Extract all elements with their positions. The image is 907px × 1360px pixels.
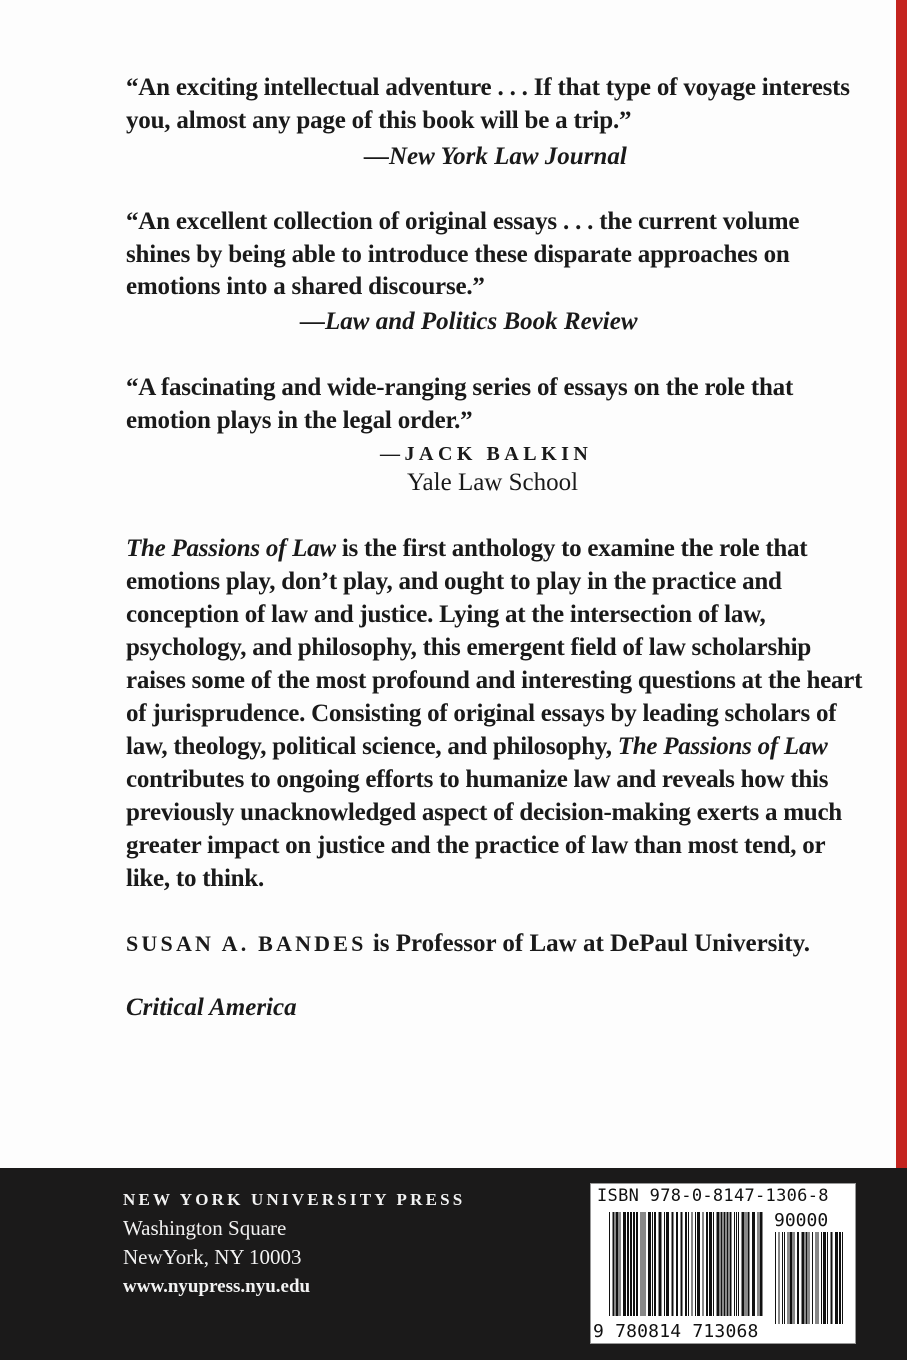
barcode-bar <box>636 1212 638 1316</box>
barcode-bar <box>623 1212 626 1316</box>
barcode-bar <box>827 1232 828 1324</box>
book-description <box>126 532 866 895</box>
ean-digits: 9 780814 713068 <box>593 1321 759 1342</box>
barcode-bar <box>616 1212 619 1316</box>
publisher-website: www.nyupress.nyu.edu <box>123 1276 311 1297</box>
barcode-bar <box>782 1232 783 1324</box>
barcode-bar <box>821 1232 822 1324</box>
barcode-bar <box>627 1212 629 1316</box>
review-source-1: —New York Law Journal <box>364 143 627 170</box>
barcode-bar <box>630 1212 632 1316</box>
barcode-bar <box>839 1232 841 1324</box>
barcode-bar <box>724 1212 726 1316</box>
barcode-bar <box>620 1212 621 1316</box>
author-bio <box>126 928 810 960</box>
barcode-bar <box>659 1212 662 1316</box>
red-spine-edge <box>896 0 907 1168</box>
barcode-bar <box>823 1232 826 1324</box>
barcode-bar <box>758 1212 759 1316</box>
barcode-bar <box>748 1212 750 1316</box>
publisher-name: NEW YORK UNIVERSITY PRESS <box>123 1190 466 1209</box>
barcode-bar <box>641 1212 642 1316</box>
barcode-bar <box>788 1232 789 1324</box>
barcode-bar <box>760 1212 763 1316</box>
barcode-bar <box>721 1212 723 1316</box>
barcode-bar <box>685 1212 687 1316</box>
isbn-barcode <box>590 1183 856 1344</box>
barcode-bar <box>681 1212 683 1316</box>
barcode-bar <box>688 1212 689 1316</box>
barcode-bar <box>706 1212 708 1316</box>
barcode-bar <box>643 1212 644 1316</box>
barcode-bar <box>835 1232 838 1324</box>
barcode-bar <box>730 1212 732 1316</box>
barcode-bar <box>692 1212 693 1316</box>
barcode-bar <box>613 1212 615 1316</box>
review-source-2: —Law and Politics Book Review <box>300 308 638 335</box>
publisher-block <box>123 1188 465 1301</box>
description-text-2: contributes to ongoing efforts to humanize law and reveals how this previously unacknowledged aspect of decision-making exerts a much greater impact on justice and the practice of law than most tend, or like, to think. <box>126 766 842 892</box>
barcode-bar <box>645 1212 646 1316</box>
barcode-bar <box>775 1232 776 1324</box>
barcode-bar <box>802 1232 805 1324</box>
barcode-bar <box>812 1232 813 1324</box>
barcode-bar <box>633 1212 635 1316</box>
book-title-2: The Passions of Law <box>617 733 828 760</box>
review-quote-2: “An excellent collection of original essays . . . the current volume shines by being able to introduce these disparate approaches on emotions into a shared discourse.” <box>126 208 800 300</box>
price-code: 90000 <box>774 1210 829 1231</box>
barcode-bar <box>717 1212 720 1316</box>
barcode-bar <box>831 1232 833 1324</box>
barcode-bar <box>734 1212 735 1316</box>
barcode-bar <box>703 1212 704 1316</box>
review-source-3-name: —JACK BALKIN <box>380 443 593 465</box>
book-title: The Passions of Law <box>126 535 336 562</box>
barcode-bar <box>809 1232 810 1324</box>
barcode-bar <box>709 1212 712 1316</box>
review-source-3-org: Yale Law School <box>407 469 579 496</box>
barcode-bar <box>818 1232 819 1324</box>
barcode-bar <box>713 1212 714 1316</box>
price-addon-barcode-bars <box>775 1232 845 1324</box>
publisher-address-line-1: Washington Square <box>123 1216 287 1240</box>
barcode-bar <box>746 1212 747 1316</box>
publisher-address-line-2: NewYork, NY 10003 <box>123 1245 302 1269</box>
barcode-bar <box>742 1212 745 1316</box>
barcode-bar <box>794 1232 795 1324</box>
description-text-1: is the first anthology to examine the role that emotions play, don’t play, and ought to play in the practice and conception of law and justice. Lying at the intersection of law, psychology, and philosophy, this emergent field of law scholarship raises some of the most profound and interesting questions at the heart of jurisprudence. Consisting of original essays by leading scholars of law, theology, political science, and philosophy, <box>126 535 863 760</box>
barcode-bar <box>736 1212 737 1316</box>
barcode-bar <box>790 1232 793 1324</box>
barcode-bar <box>738 1212 739 1316</box>
series-name: Critical America <box>126 994 297 1021</box>
barcode-bar <box>652 1212 653 1316</box>
barcode-bar <box>654 1212 656 1316</box>
review-quote-1: “An exciting intellectual adventure . . . If that type of voyage interests you, almost any page of this book will be a trip.” <box>126 74 850 134</box>
barcode-bar <box>648 1212 651 1316</box>
barcode-bar <box>752 1212 755 1316</box>
barcode-bar <box>664 1212 665 1316</box>
barcode-bar <box>695 1212 696 1316</box>
author-bio-text: is Professor of Law at DePaul University. <box>366 930 811 957</box>
barcode-bar <box>816 1232 817 1324</box>
barcode-bar <box>697 1212 700 1316</box>
review-quote-3: “A fascinating and wide-ranging series of essays on the role that emotion plays in the legal order.” <box>126 374 794 434</box>
barcode-bar <box>779 1232 780 1324</box>
author-name: SUSAN A. BANDES <box>126 931 367 956</box>
barcode-bar <box>666 1212 669 1316</box>
barcode-bar <box>784 1232 785 1324</box>
barcode-bar <box>797 1232 799 1324</box>
barcode-bar <box>672 1212 674 1316</box>
barcode-bar <box>609 1212 610 1316</box>
barcode-bar <box>727 1212 729 1316</box>
isbn-label: ISBN 978-0-8147-1306-8 <box>597 1186 829 1206</box>
barcode-bar <box>676 1212 678 1316</box>
ean13-barcode-bars <box>609 1212 767 1316</box>
barcode-bar <box>842 1232 843 1324</box>
barcode-bar <box>806 1232 808 1324</box>
